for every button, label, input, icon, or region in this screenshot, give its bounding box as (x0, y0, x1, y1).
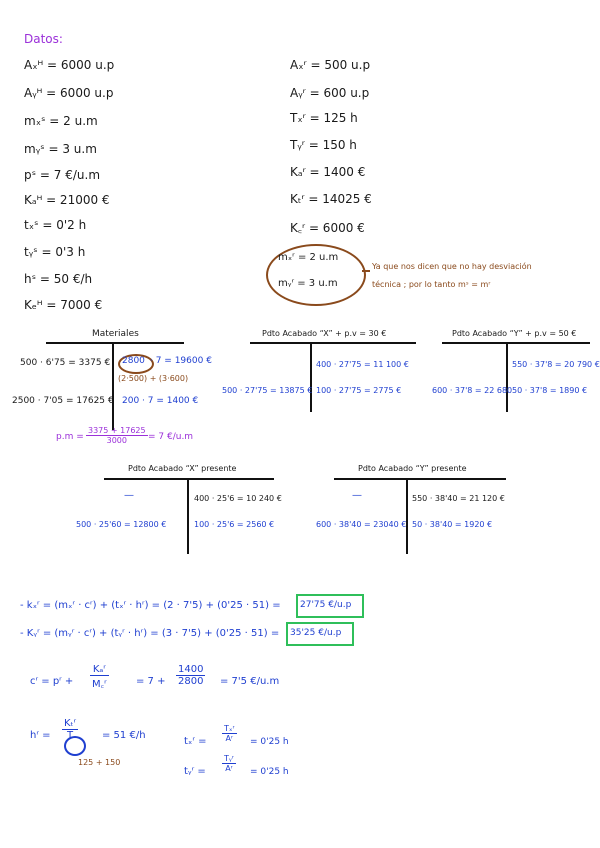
t-entry: 600 · 38'40 = 23040 € (316, 520, 407, 529)
tx-fraction (222, 724, 237, 743)
equation-kx-result: 27'75 €/u.p (300, 600, 352, 610)
data-item: Kₐᴴ = 21000 € (24, 193, 110, 207)
hr-denominator: T (67, 730, 74, 741)
equation-ky: - Kᵧʳ = (mᵧʳ · cʳ) + (tᵧʳ · hʳ) = (3 · 7'5) + (0'25 · 51) = (20, 628, 280, 639)
t-entry-dash: — (352, 490, 362, 501)
ty-numerator: Tᵧʳ (224, 754, 234, 763)
cr-denominator-2: 2800 (178, 676, 204, 687)
t-vertical-line (187, 478, 189, 554)
cr-numerator: Kₐʳ (90, 664, 109, 676)
hr-circle (64, 736, 86, 756)
cr-numerator-2: 1400 (178, 664, 204, 675)
hr-note: 125 + 150 (78, 758, 121, 767)
t-entry: 500 · 6'75 = 3375 € (20, 358, 111, 368)
hr-result: = 51 €/h (102, 730, 146, 741)
t-entry: 400 · 25'6 = 10 240 € (194, 494, 282, 503)
tx-result: = 0'25 h (250, 737, 289, 747)
t-horizontal-line (104, 478, 274, 480)
t-entry: · 7 = 19600 € (150, 356, 212, 366)
t-vertical-line (112, 342, 114, 430)
cr-denominator: M꜀ʳ (92, 679, 107, 690)
equation-ky-result: 35'25 €/u.p (290, 628, 342, 638)
cr-result: = 7'5 €/u.m (220, 676, 280, 687)
data-item: mₓˢ = 2 u.m (24, 114, 98, 128)
t-account-title: Materiales (92, 329, 139, 339)
t-account-title: Pdto Acabado “Y” presente (358, 464, 467, 473)
t-entry: 550 · 37'8 = 20 790 € (512, 360, 600, 369)
data-item: Kₜʳ = 14025 € (290, 192, 372, 206)
cr-lhs: cʳ = pʳ + (30, 676, 74, 687)
circled-item: mᵧʳ = 3 u.m (278, 278, 338, 289)
data-item: pˢ = 7 €/u.m (24, 168, 101, 182)
cr-fraction (90, 664, 109, 690)
t-entry: 2800 (122, 356, 145, 366)
t-horizontal-line (250, 342, 416, 344)
cr-mid: = 7 + (136, 676, 166, 687)
data-item: Aᵧᴴ = 6000 u.p (24, 86, 114, 100)
t-entry: 50 · 37'8 = 1890 € (512, 386, 588, 395)
t-entry: 400 · 27'75 = 11 100 € (316, 360, 409, 369)
t-entry-dash: — (124, 490, 134, 501)
ty-denominator: Aʳ (225, 764, 233, 773)
t-entry: 2500 · 7'05 = 17625 € (12, 396, 114, 406)
pm-fraction (86, 426, 148, 445)
pm-denominator: 3000 (106, 436, 127, 445)
data-item: K꜀ʳ = 6000 € (290, 221, 365, 235)
t-account-title: Pdto Acabado “Y” + p.v = 50 € (452, 329, 577, 338)
cr-fraction-2 (176, 664, 205, 687)
data-item: Tᵧʳ = 150 h (290, 138, 357, 152)
data-item: Kₑᴴ = 7000 € (24, 298, 103, 312)
pm-result: = 7 €/u.m (148, 432, 194, 442)
data-item: mᵧˢ = 3 u.m (24, 142, 97, 156)
data-item: Aₓᴴ = 6000 u.p (24, 58, 115, 72)
data-item: tₓˢ = 0'2 h (24, 218, 87, 232)
pm-label: p.m = (56, 432, 84, 442)
t-vertical-line (506, 342, 508, 412)
t-note: (2·500) + (3·600) (118, 374, 189, 383)
t-horizontal-line (46, 342, 184, 344)
t-entry: 500 · 25'60 = 12800 € (76, 520, 167, 529)
tx-numerator: Tₓʳ (224, 724, 235, 733)
t-account-title: Pdto Acabado “X” + p.v = 30 € (262, 329, 387, 338)
note-line: Ya que nos dicen que no hay desviación (372, 262, 532, 271)
equation-kx: - kₓʳ = (mₓʳ · cʳ) + (tₓʳ · hʳ) = (2 · 7'5) + (0'25 · 51) = (20, 600, 281, 611)
ty-fraction (222, 754, 236, 773)
t-entry: 600 · 37'8 = 22 680 (432, 386, 513, 395)
note-line: técnica ; por lo tanto mˢ = mʳ (372, 280, 491, 289)
t-vertical-line (406, 478, 408, 554)
ty-result: = 0'25 h (250, 767, 289, 777)
note-arrow (362, 270, 370, 272)
ty-lhs: tᵧʳ = (184, 766, 206, 777)
t-entry: 200 · 7 = 1400 € (122, 396, 199, 406)
hr-numerator: Kₜʳ (64, 718, 77, 729)
circled-item: mₓʳ = 2 u.m (278, 252, 339, 263)
data-item: Aᵧʳ = 600 u.p (290, 86, 370, 100)
t-vertical-line (310, 342, 312, 412)
hr-lhs: hʳ = (30, 730, 51, 741)
pm-numerator: 3375 + 17625 (88, 426, 146, 435)
tx-denominator: Aʳ (225, 734, 234, 743)
t-entry: 50 · 38'40 = 1920 € (412, 520, 493, 529)
t-entry: 550 · 38'40 = 21 120 € (412, 494, 505, 503)
data-item: hˢ = 50 €/h (24, 272, 93, 286)
t-entry: 100 · 25'6 = 2560 € (194, 520, 275, 529)
data-item: Tₓʳ = 125 h (290, 111, 358, 125)
t-entry: 500 · 27'75 = 13875 € (222, 386, 313, 395)
t-horizontal-line (334, 478, 506, 480)
t-entry: 100 · 27'75 = 2775 € (316, 386, 402, 395)
page-title: Datos: (24, 32, 63, 46)
data-item: Aₓʳ = 500 u.p (290, 58, 371, 72)
data-item: Kₐʳ = 1400 € (290, 165, 366, 179)
t-horizontal-line (442, 342, 590, 344)
tx-lhs: tₓʳ = (184, 736, 207, 747)
data-item: tᵧˢ = 0'3 h (24, 245, 86, 259)
t-account-title: Pdto Acabado “X” presente (128, 464, 237, 473)
